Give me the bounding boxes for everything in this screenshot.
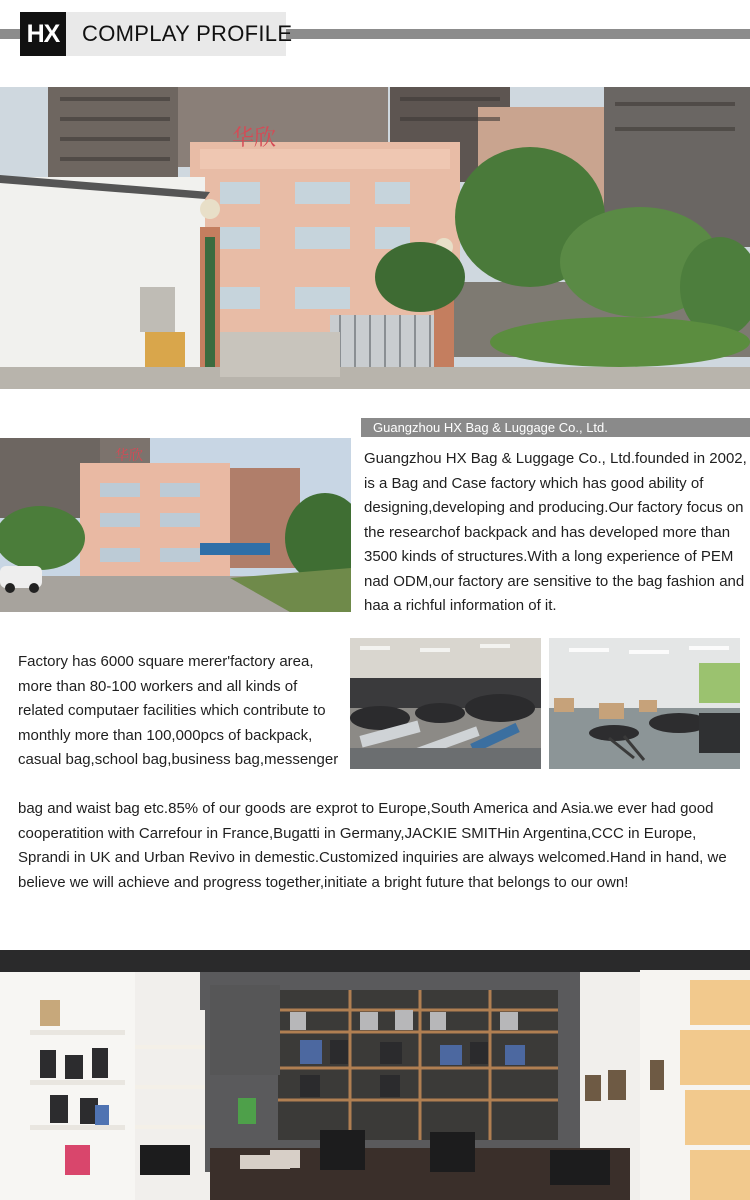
showroom-photo [0, 950, 750, 1200]
warehouse-photo [549, 638, 740, 769]
factory-front-photo [0, 438, 351, 612]
workshop-photo [350, 638, 541, 769]
factory-paragraph: Factory has 6000 square merer'factory area, more than 80-100 workers and all kinds of related computaer facilities which contribute to monthly more than 100,000pcs of backpack, casual bag,school bag,business bag,messenger [18, 653, 339, 768]
intro-paragraph: Guangzhou HX Bag & Luggage Co., Ltd.founded in 2002, is a Bag and Case factory which has good ability of designing,developing and producing.Our factory focus on the researchof backpack and has developed more than 3500 kinds of structures.With a long experience of PEM nad ODM,our factory are sensitive to the bag fashion and haa a richful information of it. [364, 450, 747, 614]
page-title: COMPLAY PROFILE [82, 21, 293, 46]
company-name: Guangzhou HX Bag & Luggage Co., Ltd. [373, 420, 608, 435]
building-sign-text: 华欣 [232, 126, 277, 151]
building-sign-text-2: 华欣 [115, 448, 143, 464]
customers-paragraph: bag and waist bag etc.85% of our goods are exprot to Europe,South America and Asia.we ever had good cooperatition with Carrefour in France,Bugatti in Germany,JACKIE SMITHin Argentina,CCC in Europe, Sprandi in UK and Urban Revivo in demestic.Customized inquiries are always welcomed.Hand in hand, we believe we will achieve and progress together,initiate a bright future that belongs to our own! [18, 800, 727, 891]
factory-exterior-photo [0, 87, 750, 389]
brand-logo: HX [20, 12, 66, 56]
